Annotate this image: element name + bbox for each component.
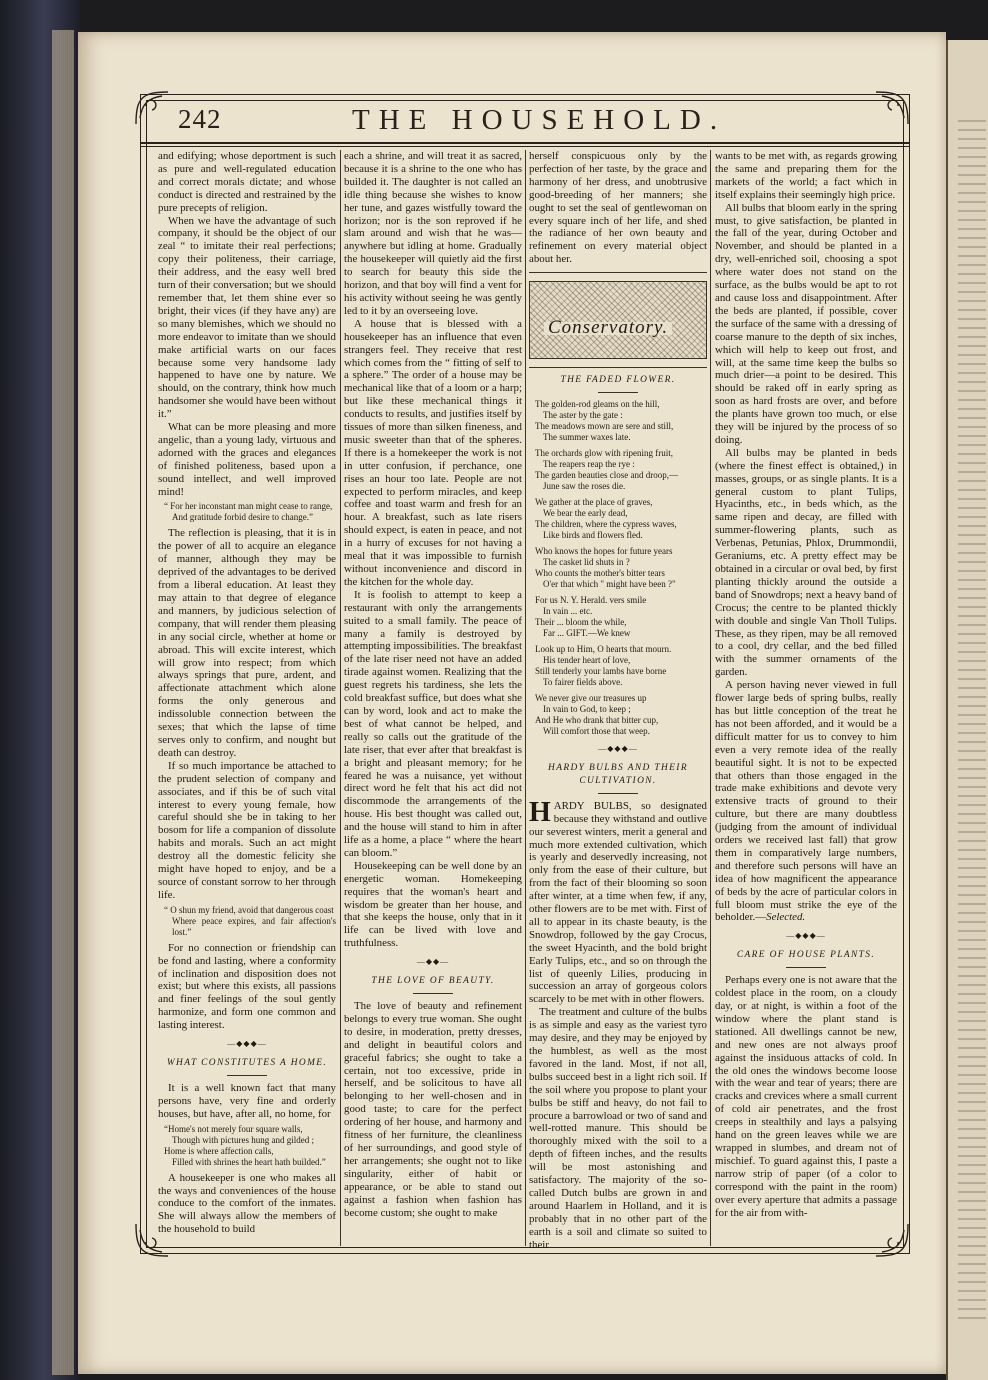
verse-line: “ For her inconstant man might cease to range,: [164, 501, 333, 512]
verse-line: Will comfort those that weep.: [543, 726, 650, 737]
paragraph: For no connection or friendship can be fond and lasting, where a conformity of inclination and disposition does not exist; but where this exists, all passions and finer feelings of the soul gently harmonize, and form one common and lasting interest.: [158, 941, 336, 1032]
section-heading: THE FADED FLOWER.: [560, 375, 676, 386]
verse-quote: [164, 905, 336, 938]
paragraph: and edifying; whose deportment is such as pure and well-regulated education and correct morals dictate; and whose conduct is directed and restrained by the pure precepts of religion.: [158, 150, 336, 214]
heading-rule: [413, 993, 453, 994]
adjacent-page-text-ghost: [958, 120, 986, 1320]
corner-ornament-top-right-icon: [872, 88, 912, 128]
paragraph: When we have the advantage of such company, it should be the object of our zeal “ to imitate their real perfections; copy their politeness, their carriage, their address, and the easy well bred turn of their conversation; but we should remember that, let them shine ever so bright, their vices (if they have any) are so many blemishes, which we should no more endeavor to imitate than we should make artificial warts on our faces because some very handsome lady happened to have one by nature. We should, on the contrary, think how much handsomer she would have been without it.”: [158, 214, 336, 421]
heading-rule: [598, 793, 638, 794]
section-ornament: —◆◆◆—: [227, 1039, 267, 1049]
paragraph: Perhaps every one is not aware that the coldest place in the room, on a cloudy day, or at night, is within a foot of the window where the plant stand is stationed. All dwellings cannot be new, and new ones are not always proof against the insiduous attacks of cold. In the old ones the windows become loose with the wear and tear of years; there are cracks and crevices where a small current of cold air penetrates, and the frost creeps in stealthily and lays a palsying hand on the green leaves while we are wrapped in slumbes, and dream not of mischief. To guard against this, I paste a narrow strip of paper (of a color to correspond with the paint in the room) over every aperture that admits a passage for the air from with-: [715, 974, 897, 1219]
paragraph: What can be more pleasing and more angelic, than a young lady, virtuous and adorned with the graces and elegances of finished politeness, based upon a sound intellect, and well improved mind!: [158, 421, 336, 498]
header-rule: [140, 142, 910, 144]
journal-title: THE HOUSEHOLD.: [352, 104, 727, 136]
verse-line: The reapers reap the rye :: [543, 459, 635, 470]
column-3: [529, 150, 707, 1250]
column-4: [715, 150, 897, 1250]
verse-line: Though with pictures hung and gilded ;: [172, 1134, 314, 1145]
heading-rule: [786, 967, 826, 968]
column-1: [158, 150, 336, 1250]
verse-line: The golden-rod gleams on the hill,: [535, 399, 660, 410]
verse-line: Filled with shrines the heart hath builded.”: [172, 1156, 326, 1167]
verse-line: Like birds and flowers fled.: [543, 530, 643, 541]
section-rule: [529, 272, 707, 273]
adjacent-page: [946, 40, 988, 1380]
verse-line: Their ... bloom the while,: [535, 617, 627, 628]
page-stack-edge: [52, 30, 74, 1375]
verse-line: In vain to God, to keep ;: [543, 704, 631, 715]
paragraph: The reflection is pleasing, that it is in the power of all to acquire an elegance of manner, although they may be deprived of the advantages to be derived from a liberal education. At least they may attain to that degree of elegance and manners, by judicious selection of company, that will render them pleasing in any social circle, whether at home or abroad. This will excite interest, which will grow into respect; from which always springs that pure, ardent, and affectionate attachment which alone forms the only generous and indissoluble connection between the sexes; that which the lapse of time serves only to confirm, and nought but death can destroy.: [158, 527, 336, 759]
column-2: [344, 150, 522, 1250]
paragraph-text: ARDY BULBS, so designated because they withstand and outlive our severest winters, merit a general and much more extended cultivation, which is yearly and deservedly increasing, not only from the ease of their culture, but from the fact of their blooming so soon after winter, at a time when few, if any, other flowers are to be met with. First of all to appear in its chaste beauty, is the Snowdrop, followed by the gay Crocus, the sweet Hyacinth, and the bold bright Early Tulips, etc., and so on through the list of queenly Lilies, producing in succession an array of gorgeous colors scarcely to be met with in other flowers.: [529, 799, 707, 1006]
paragraph: each a shrine, and will treat it as sacred, because it is a shrine to the one who has builded it. The daughter is not called an idle thing because she wishes to know her tune, and gazes wistfully toward the horizon; nor is the son reproved if he slam around and wish that he was—anywhere but idling at home. Gradually the housekeeper will quietly aid the first to search for beauty this side the horizon, and that boy will find a vent for his activity without seeing he was gently led to it by an overseeing love.: [344, 150, 522, 317]
column-rule: [710, 150, 711, 1246]
paragraph: [529, 796, 707, 1007]
paragraph: The love of beauty and refinement belongs to every true woman. She ought to desire, in moderation, pretty dresses, and delight in beautiful colors and graceful fabrics; she ought to take a certain, not too excessive, pride in herself, and be solicitous to have all belonging to her well-chosen and in good taste; to care for the perfect ordering of her house, and harmony and fitness of her furniture, the cleanliness of her surroundings, and good style of her arrangements; she ought not to like singularity, either of habit or appearance, or be able to stand out against a fashion when fashion has become custom; she ought to make: [344, 1000, 522, 1219]
verse-line: The aster by the gate :: [543, 410, 623, 421]
heading-rule: [227, 1075, 267, 1076]
header-rule-thin: [140, 146, 910, 147]
verse-quote: [164, 1124, 336, 1168]
paragraph: All bulbs may be planted in beds (where the finest effect is obtained,) in masses, groups, or as single plants. It is a general custom to plant Tulips, Hyacinths, etc., in beds which, as the same ripen and decay, are filled with summer-flowering plants, such as Verbenas, Petunias, Phlox, Drummondii, Geraniums, etc. A pretty effect may be obtained in a circular or oval bed, by first planting thickly around the outside a band of Snowdrops; next a heavy band of Crocus; the centre to be planted thickly with double and single Van Tholl Tulips. These, as they ripen, may be all removed to a cool, dry cellar, and the bed filled with the summer ornaments of the garden.: [715, 446, 897, 679]
paragraph: It is foolish to attempt to keep a restaurant with only the arrangements suited to a small family. The peace of many a family is destroyed by attempting impossibilities. The breakfast of the late riser need not have an added tirade against women. Realizing that the guest regrets his tardiness, she lets the cold breakfast suffice, but does what she can by word, look and act to make the best of what cannot be helped, and really so calls out the gratitude of the late riser, that ever after that breakfast is a bright and pleasant memory; for he feared he was a nuisance, yet without direct word he felt that his act did not discommode the arrangements of the house. His best thought was called out, and the house will stand to him in after life as a home, a place “ where the heart can bloom.”: [344, 588, 522, 859]
verse-line: To fairer fields above.: [543, 677, 623, 688]
section-heading: THE LOVE OF BEAUTY.: [371, 976, 495, 987]
paragraph: It is a well known fact that many persons have, very fine and orderly houses, but have, after all, no home, for: [158, 1081, 336, 1120]
verse-line: Where peace expires, and fair affection's lost.”: [172, 915, 336, 937]
verse-line: Who knows the hopes for future years: [535, 546, 673, 557]
paragraph: [715, 679, 897, 924]
verse-line: “Home's not merely four square walls,: [164, 1123, 303, 1134]
section-heading: HARDY BULBS AND THEIR CULTIVATION.: [548, 762, 688, 786]
verse-line: And gratitude forbid desire to change.”: [172, 512, 313, 523]
section-rule: [529, 367, 707, 368]
poem-faded-flower: [535, 399, 707, 737]
paragraph: A housekeeper is one who makes all the ways and conveniences of the house conduce to the comfort of the inmates. She will always allow the members of the household to build: [158, 1171, 336, 1236]
verse-quote: [164, 501, 336, 523]
verse-line: June saw the roses die.: [543, 481, 626, 492]
verse-line: Look up to Him, O hearts that mourn.: [535, 644, 672, 655]
section-ornament: —◆◆◆—: [598, 744, 638, 754]
verse-line: We gather at the place of graves,: [535, 497, 653, 508]
paragraph-text: A person having never viewed in full flower large beds of spring bulbs, really has but little conception of the treat he has not been afforded, and it would be a difficult matter for us to convey to him even a very remote idea of the really beautiful sight. It is not to be expected that others than those engaged in the trade make exhibitions and devote very extensive tracts of ground to their culture, but there are many doubtless (judging from the amount of individual orders we received last fall) that grow them in comparatively large numbers, and therefore such persons will have an idea of how magnificent the appearance of beds by the acre of particular colors in full bloom must strike the eye of the beholder.—: [715, 679, 897, 924]
paragraph: The treatment and culture of the bulbs is as simple and easy as the variest tyro may desire, and they may be enjoyed by the humblest, as well as the most favored in the land. Most, if not all, bulbs succeed best in a light rich soil. If the soil where you propose to plant your bulbs be stiff and heavy, do not fail to procure a barrowload or two of sand and well-rotted manure. This should be thoroughly mixed with the soil to a depth of fifteen inches, and the results will be most astonishing and satisfactory. The majority of the so-called Dutch bulbs are grown in and around Haarlem in Holland, and it is probably that in no other part of the earth is a soil and climate so suited to their: [529, 1006, 707, 1250]
paragraph: If so much importance be attached to the prudent selection of company and associates, and if this be of such vital interest to every young female, how careful should she be in taking to her bosom for life a companion of dissolute habits and morals. Such an act might destroy all the domestic felicity she might have hoped to enjoy, and be a source of constant sorrow to her through life.: [158, 759, 336, 901]
section-heading: CARE OF HOUSE PLANTS.: [736, 950, 876, 961]
column-rule: [525, 150, 526, 1246]
verse-line: We bear the early dead,: [543, 508, 628, 519]
verse-line: We never give our treasures up: [535, 693, 647, 704]
verse-line: O'er that which " might have been ?": [543, 579, 676, 590]
verse-line: “ O shun my friend, avoid that dangerous coast: [164, 904, 334, 915]
verse-line: The meadows mown are sere and still,: [535, 421, 674, 432]
verse-line: The garden beauties close and droop,—: [535, 470, 678, 481]
page-number: 242: [178, 104, 222, 134]
verse-line: The summer waxes late.: [543, 432, 631, 443]
paragraph: Housekeeping can be well done by an energetic woman. Homekeeping requires that the woman's heart and wisdom be greater than her house, and that she keeps the house, only that in it life can be lived with love and truthfulness.: [344, 859, 522, 950]
verse-line: The children, where the cypress waves,: [535, 519, 677, 530]
paragraph: herself conspicuous only by the perfection of her taste, by the grace and harmony of her dress, and unobtrusive good-breeding of her manners; she ought to set the seal of gentlewoman on every square inch of her life, and shed the radiance of her own beauty and refinement on every material object about her.: [529, 150, 707, 266]
verse-line: And He who drank that bitter cup,: [535, 715, 659, 726]
verse-line: The orchards glow with ripening fruit,: [535, 448, 673, 459]
section-ornament: —◆◆◆—: [786, 931, 826, 941]
attribution: Selected.: [766, 911, 806, 924]
paragraph: A house that is blessed with a housekeeper has an influence that even strangers feel. They receive that rest which comes from the “ fitting of self to a sphere.” The order of a house may be mechanical like that of a loom or a harp; but like these mechanical things it conducts to results, and justifies itself by tissues of more than silken fineness, and music sweeter than that of the spheres. If there is a homekeeper the work is not in utter confusion, if perchance, one rises an hour too late. People are not expected to perform miracles, and keep coffee and toast warm and fresh for an hour. A breakfast, such as late risers should expect, is eaten in peace, and not in a hurry of excuses for not having a meal that it was impossible to furnish without inconvenience and discord in the kitchen for the whole day.: [344, 317, 522, 588]
corner-ornament-top-left-icon: [132, 88, 172, 128]
column-rule: [340, 150, 341, 1246]
paragraph: wants to be met with, as regards growing the same and preparing them for the markets of the world; a fact which in itself explains their seemingly high price.: [715, 150, 897, 201]
heading-rule: [598, 392, 638, 393]
conservatory-banner-illustration: [529, 281, 707, 359]
verse-line: The casket lid shuts in ?: [543, 557, 630, 568]
paragraph: All bulbs that bloom early in the spring must, to give satisfaction, be planted in the fall of the year, during October and November, and should be planted in a dry, well-enriched soil, choosing a spot where water does not stand on the surface, as the bulbs would be apt to rot and cause loss and disappointment. After the beds are planted, if possible, cover the surface of the same with a dressing of coarse manure to the depth of six inches, which will help to keep out frost, and will, at the same time keep the bulbs so much drier—a point to be desired. This should be raked off in early spring as soon as hard frosts are over, and before the plants have grown too much, or else they will be injured by the process of so doing.: [715, 201, 897, 446]
section-ornament: —◆◆—: [416, 957, 450, 967]
verse-line: His tender heart of love,: [543, 655, 631, 666]
verse-line: For us N. Y. Herald. vers smile: [535, 595, 647, 606]
drop-cap: H: [529, 796, 551, 828]
verse-line: Who counts the mother's bitter tears: [535, 568, 665, 579]
verse-line: In vain ... etc.: [543, 606, 593, 617]
verse-line: Home is where affection calls,: [164, 1145, 274, 1156]
verse-line: Still tenderly your lambs have borne: [535, 666, 667, 677]
verse-line: Far ... GIFT.—We knew: [543, 628, 631, 639]
banner-title: Conservatory.: [544, 322, 672, 335]
section-heading: WHAT CONSTITUTES A HOME.: [166, 1058, 328, 1068]
